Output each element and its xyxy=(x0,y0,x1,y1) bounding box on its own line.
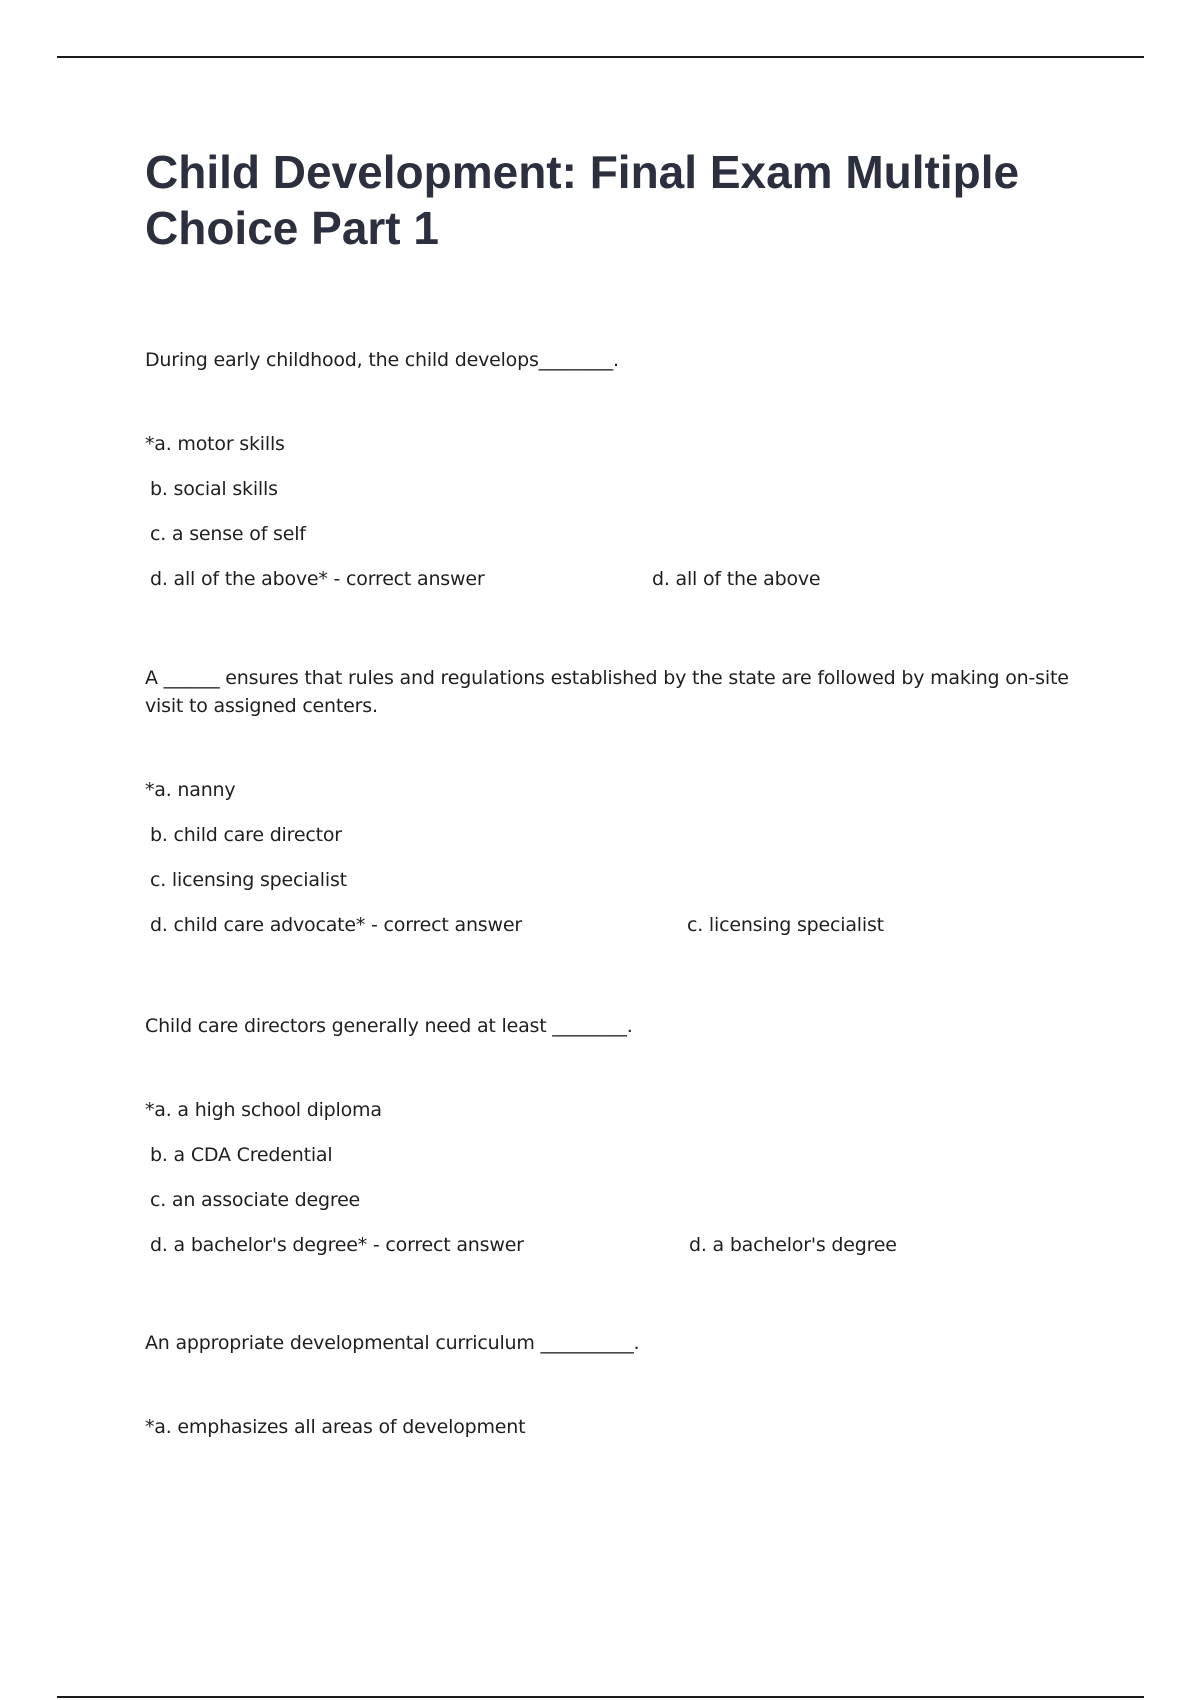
option-c: c. licensing specialist xyxy=(150,869,347,891)
option-c: c. a sense of self xyxy=(150,523,306,545)
correct-answer: d. a bachelor's degree xyxy=(689,1234,897,1256)
option-b: b. child care director xyxy=(150,824,342,846)
option-d xyxy=(145,1231,1095,1259)
option-d-label: d. all of the above* - correct answer xyxy=(150,568,485,590)
correct-answer: c. licensing specialist xyxy=(687,914,884,936)
option-list xyxy=(145,430,1095,593)
option-d xyxy=(145,565,1095,593)
option-list xyxy=(145,1413,1095,1441)
question-stem: Child care directors generally need at least ________. xyxy=(145,1015,633,1037)
question-4 xyxy=(145,1329,1095,1458)
option-d xyxy=(145,911,1095,939)
option-a: *a. nanny xyxy=(145,779,236,801)
question-1 xyxy=(145,346,1095,610)
header-rule xyxy=(57,56,1144,58)
question-stem: A ______ ensures that rules and regulations established by the state are followed by making on-site visit to assigned centers. xyxy=(145,667,1069,717)
correct-answer: d. all of the above xyxy=(652,568,821,590)
option-a: *a. a high school diploma xyxy=(145,1099,382,1121)
question-2 xyxy=(145,664,1095,956)
option-b: b. social skills xyxy=(150,478,278,500)
option-a: *a. motor skills xyxy=(145,433,285,455)
footer-rule xyxy=(57,1696,1144,1698)
option-a: *a. emphasizes all areas of development xyxy=(145,1416,526,1438)
option-d-label: d. child care advocate* - correct answer xyxy=(150,914,522,936)
question-stem: An appropriate developmental curriculum __________. xyxy=(145,1332,640,1354)
page-title: Child Development: Final Exam Multiple Choice Part 1 xyxy=(145,146,1020,254)
question-3 xyxy=(145,1012,1095,1276)
option-c: c. an associate degree xyxy=(150,1189,361,1211)
option-d-label: d. a bachelor's degree* - correct answer xyxy=(150,1234,524,1256)
question-stem: During early childhood, the child develops________. xyxy=(145,349,619,371)
option-b: b. a CDA Credential xyxy=(150,1144,333,1166)
option-list xyxy=(145,1096,1095,1259)
option-list xyxy=(145,776,1095,939)
